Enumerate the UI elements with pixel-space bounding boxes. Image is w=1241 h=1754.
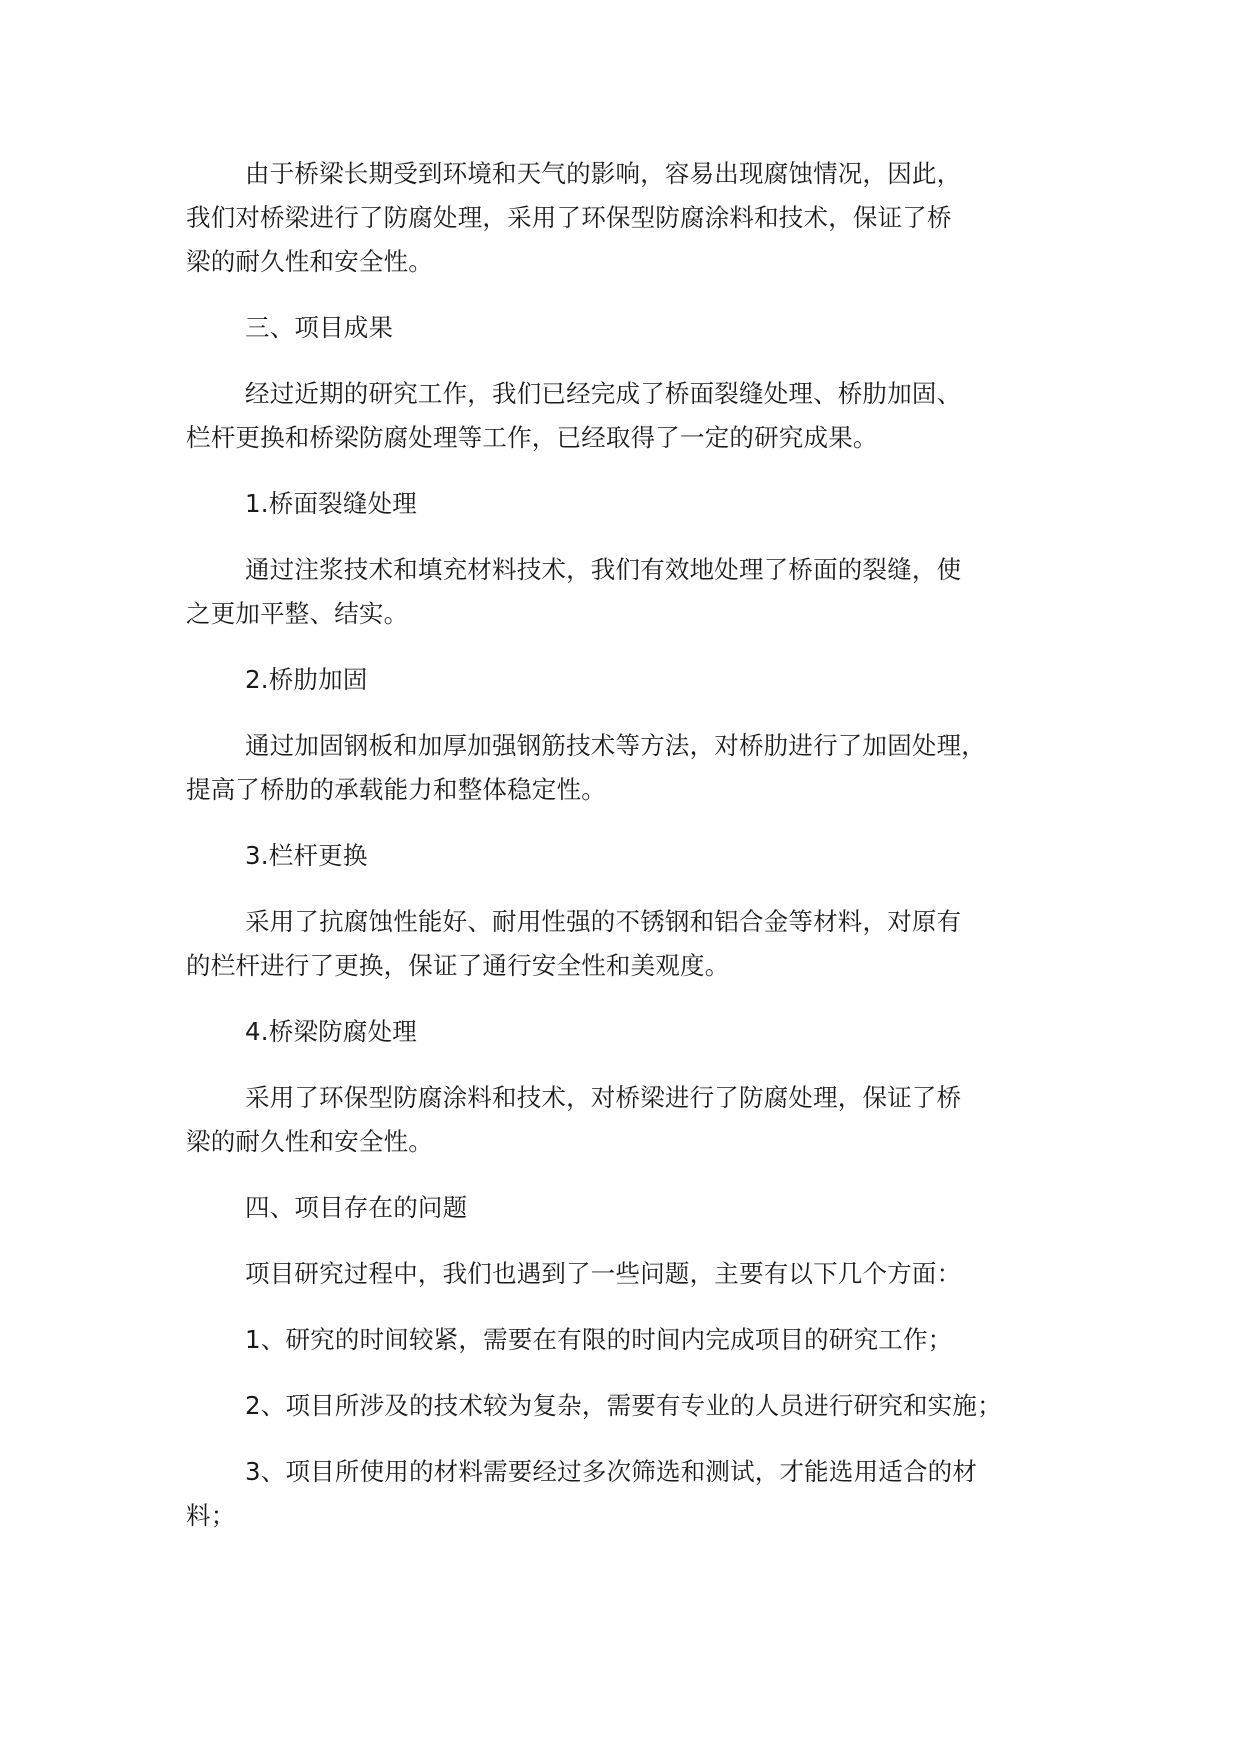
text-line: 梁的耐久性和安全性。: [186, 1127, 433, 1156]
text-line: 的栏杆进行了更换，保证了通行安全性和美观度。: [186, 951, 730, 980]
list-item-issue-2: [186, 1384, 1086, 1428]
heading-text: 3.栏杆更换: [245, 841, 368, 870]
heading-text: 四、项目存在的问题: [245, 1193, 468, 1222]
text-line: 采用了抗腐蚀性能好、耐用性强的不锈钢和铝合金等材料，对原有: [245, 907, 962, 936]
paragraph-issues-intro: [186, 1252, 1086, 1296]
text-line: 由于桥梁长期受到环境和天气的影响，容易出现腐蚀情况，因此，: [245, 159, 962, 188]
subheading-crack-treatment: [186, 482, 1086, 526]
subheading-rib-reinforcement: [186, 658, 1086, 702]
paragraph-anticorrosion-intro: [186, 152, 1086, 284]
text-line: 采用了环保型防腐涂料和技术，对桥梁进行了防腐处理，保证了桥: [245, 1083, 962, 1112]
subheading-anticorrosion: [186, 1010, 1086, 1054]
text-line: 通过注浆技术和填充材料技术，我们有效地处理了桥面的裂缝，使: [245, 555, 962, 584]
text-line: 我们对桥梁进行了防腐处理，采用了环保型防腐涂料和技术，保证了桥: [186, 203, 952, 232]
text-line: 之更加平整、结实。: [186, 599, 409, 628]
text-line: 梁的耐久性和安全性。: [186, 247, 433, 276]
paragraph-results-summary: [186, 372, 1086, 460]
paragraph-rib-reinforcement: [186, 724, 1086, 812]
heading-text: 4.桥梁防腐处理: [245, 1017, 417, 1046]
paragraph-crack-treatment: [186, 548, 1086, 636]
heading-text: 三、项目成果: [245, 313, 394, 342]
text-line: 2、项目所涉及的技术较为复杂，需要有专业的人员进行研究和实施；: [245, 1391, 1002, 1420]
text-line: 1、研究的时间较紧，需要在有限的时间内完成项目的研究工作；: [245, 1325, 953, 1354]
paragraph-railing-replacement: [186, 900, 1086, 988]
section-heading-issues: [186, 1186, 1086, 1230]
section-heading-results: [186, 306, 1086, 350]
heading-text: 2.桥肋加固: [245, 665, 368, 694]
text-line: 提高了桥肋的承载能力和整体稳定性。: [186, 775, 606, 804]
text-line: 栏杆更换和桥梁防腐处理等工作，已经取得了一定的研究成果。: [186, 423, 878, 452]
subheading-railing-replacement: [186, 834, 1086, 878]
list-item-issue-3: [186, 1450, 1086, 1538]
list-item-issue-1: [186, 1318, 1086, 1362]
heading-text: 1.桥面裂缝处理: [245, 489, 417, 518]
text-line: 3、项目所使用的材料需要经过多次筛选和测试，才能选用适合的材: [245, 1457, 978, 1486]
text-line: 经过近期的研究工作，我们已经完成了桥面裂缝处理、桥肋加固、: [245, 379, 962, 408]
text-line: 料；: [186, 1501, 236, 1530]
document-body: [186, 152, 1086, 1560]
text-line: 通过加固钢板和加厚加强钢筋技术等方法，对桥肋进行了加固处理，: [245, 731, 986, 760]
text-line: 项目研究过程中，我们也遇到了一些问题，主要有以下几个方面：: [245, 1259, 962, 1288]
paragraph-anticorrosion: [186, 1076, 1086, 1164]
